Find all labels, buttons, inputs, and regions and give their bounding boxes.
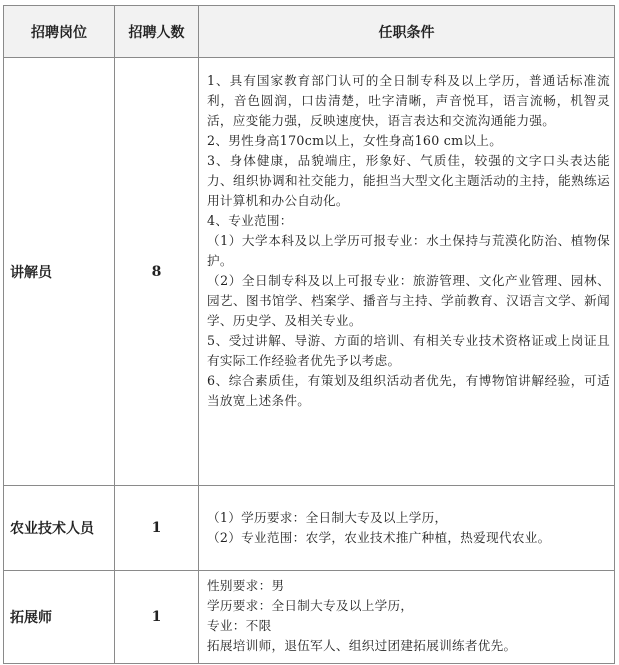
count-cell: 1 [115, 486, 199, 571]
header-requirements: 任职条件 [199, 6, 615, 58]
table-row-trainer [4, 571, 615, 664]
requirement-line: 5、受过讲解、导游、方面的培训、有相关专业技术资格证或上岗证且有实际工作经验者优先予以考虑。 [207, 333, 610, 368]
requirement-line: （1）大学本科及以上学历可报专业：水土保持与荒漠化防治、植物保护。 [207, 233, 610, 268]
position-cell: 农业技术人员 [4, 486, 115, 571]
requirement-line: 学历要求：全日制大专及以上学历， [207, 598, 414, 613]
recruitment-table [3, 5, 615, 664]
requirements-cell [199, 486, 615, 571]
table-header-row [4, 6, 615, 58]
count-cell: 8 [115, 58, 199, 486]
table-row-agri-tech [4, 486, 615, 571]
requirement-line: 1、具有国家教育部门认可的全日制专科及以上学历，普通话标准流利，音色圆润，口齿清楚，吐字清晰，声音悦耳，语言流畅，机智灵活，应变能力强，反映速度快，语言表达和交流沟通能力强。 [207, 73, 610, 128]
count-cell: 1 [115, 571, 199, 664]
requirement-line: 4、专业范围： [207, 213, 293, 228]
requirements-cell [199, 571, 615, 664]
requirement-line: （2）专业范围：农学，农业技术推广种植，热爱现代农业。 [207, 530, 551, 545]
position-cell: 拓展师 [4, 571, 115, 664]
table-row-lecturer [4, 58, 615, 486]
requirement-line: 3、身体健康，品貌端庄，形象好、气质佳，较强的文字口头表达能力、组织协调和社交能力，能担当大型文化主题活动的主持，能熟练运用计算机和办公自动化。 [207, 153, 610, 208]
requirements-cell [199, 58, 615, 486]
requirement-line: 性别要求：男 [207, 578, 285, 593]
requirement-line: （1）学历要求：全日制大专及以上学历， [207, 510, 448, 525]
requirement-line: 2、男性身高170cm以上，女性身高160 cm以上。 [207, 133, 503, 148]
header-count: 招聘人数 [115, 6, 199, 58]
position-cell: 讲解员 [4, 58, 115, 486]
requirement-line: 6、综合素质佳，有策划及组织活动者优先，有博物馆讲解经验，可适当放宽上述条件。 [207, 373, 610, 408]
header-position: 招聘岗位 [4, 6, 115, 58]
requirement-line: （2）全日制专科及以上可报专业：旅游管理、文化产业管理、园林、园艺、图书馆学、档案学、播音与主持、学前教育、汉语言文学、新闻学、历史学、及相关专业。 [207, 273, 610, 328]
requirement-line: 拓展培训师，退伍军人、组织过团建拓展训练者优先。 [207, 638, 517, 653]
requirement-line: 专业：不限 [207, 618, 272, 633]
